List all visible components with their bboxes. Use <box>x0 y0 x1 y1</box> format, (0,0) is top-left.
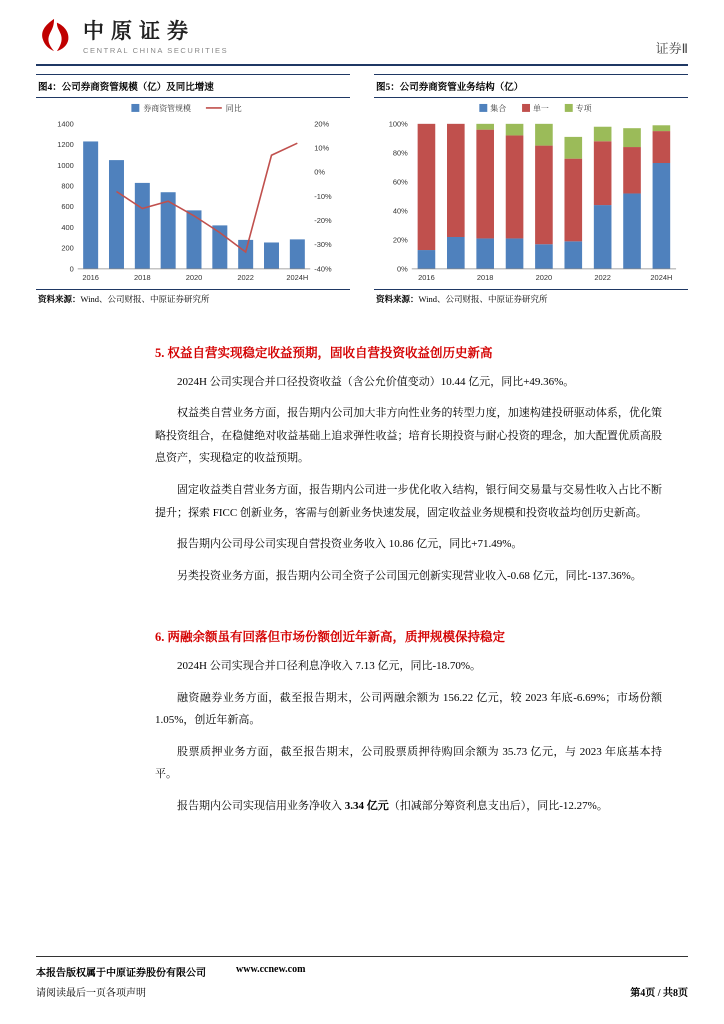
left-axis-tick: 200 <box>61 243 74 253</box>
stack-segment <box>653 125 671 131</box>
bar <box>290 239 305 269</box>
right-axis-tick: 0% <box>314 167 325 177</box>
stack-segment <box>418 250 436 269</box>
brand-name-en: CENTRAL CHINA SECURITIES <box>83 45 229 55</box>
report-body <box>155 343 662 818</box>
x-axis-tick: 2020 <box>185 272 203 282</box>
paragraph-pre: 报告期内公司实现信用业务净收入 <box>177 799 345 812</box>
x-axis-tick: 2022 <box>594 272 611 282</box>
figure-5-chart <box>374 98 688 289</box>
right-axis-tick: -20% <box>314 216 332 226</box>
bar <box>109 160 124 269</box>
stacked-bar-chart <box>374 98 688 289</box>
source-text: Wind、公司财报、中原证券研究所 <box>80 293 210 304</box>
legend-swatch <box>565 104 573 112</box>
left-axis-tick: 400 <box>61 222 74 232</box>
stack-segment <box>418 124 436 250</box>
right-axis-tick: 10% <box>314 143 330 153</box>
stack-segment <box>447 124 465 237</box>
stack-segment <box>594 205 612 269</box>
source-text: Wind、公司财报、中原证券研究所 <box>418 293 548 304</box>
y-axis-tick: 100% <box>388 119 408 129</box>
figure-4-title: 图4：公司券商资管规模（亿）及同比增速 <box>36 74 350 98</box>
legend-swatch <box>131 104 139 112</box>
x-axis-tick: 2020 <box>535 272 553 282</box>
paragraph <box>155 795 662 818</box>
footer-copyright-line <box>36 964 305 979</box>
bar <box>264 242 279 268</box>
stack-segment <box>564 137 582 159</box>
x-axis-tick: 2022 <box>237 272 254 282</box>
header <box>36 16 688 66</box>
website-link[interactable]: www.ccnew.com <box>236 964 306 975</box>
bar <box>83 141 98 268</box>
copyright-text: 本报告版权属于中原证券股份有限公司 <box>36 968 206 979</box>
paragraph: 股票质押业务方面，截至报告期末，公司股票质押待购回余额为 35.73 亿元，与 2023 年底基本持平。 <box>155 745 662 781</box>
paragraph: 报告期内公司母公司实现自营投资业务收入 10.86 亿元，同比+71.49%。 <box>177 538 523 551</box>
paragraph: 2024H 公司实现合并口径投资收益（含公允价值变动）10.44 亿元，同比+49.36%。 <box>177 375 575 388</box>
paragraph: 另类投资业务方面，报告期内公司全资子公司国元创新实现营业收入-0.68 亿元，同比-137.36%。 <box>177 569 642 582</box>
x-axis-tick: 2018 <box>476 272 494 282</box>
paragraph: 融资融券业务方面，截至报告期末，公司两融余额为 156.22 亿元，较 2023 年底-6.69%；市场份额 1.05%，创近年新高。 <box>155 691 662 727</box>
disclaimer-text: 请阅读最后一页各项声明 <box>36 988 146 999</box>
y-axis-tick: 20% <box>392 235 408 245</box>
legend-swatch <box>479 104 487 112</box>
y-axis-tick: 0% <box>397 264 408 274</box>
paragraph: 权益类自营业务方面，报告期内公司加大非方向性业务的转型力度，加速构建投研驱动体系，优化策略投资组合，在稳健绝对收益基础上追求弹性收益；培育长期投资与耐心投资的理念，加大配置优质高股息资产，实现稳定的收益预期。 <box>155 407 662 465</box>
stack-segment <box>447 237 465 269</box>
figure-4 <box>36 74 350 313</box>
right-axis-tick: -10% <box>314 191 332 201</box>
stack-segment <box>506 135 524 238</box>
bar <box>238 240 253 269</box>
x-axis-tick: 2018 <box>134 272 151 282</box>
legend-label: 单一 <box>532 103 549 113</box>
figures-row <box>36 74 688 313</box>
stack-segment <box>535 146 553 245</box>
left-axis-tick: 1000 <box>57 160 74 170</box>
right-axis-tick: -40% <box>314 264 332 274</box>
paragraph: 固定收益类自营业务方面，报告期内公司进一步优化收入结构，银行间交易量与交易性收入占比不断提升；探索 FICC 创新业务，客需与创新业务快速发展，固定收益业务规模和投资收益均创历史新高。 <box>155 483 662 519</box>
figure-5 <box>374 74 688 313</box>
stack-segment <box>506 124 524 136</box>
paragraph-post: （扣减部分筹资利息支出后），同比-12.27%。 <box>388 799 608 812</box>
x-axis-tick: 2024H <box>650 272 673 282</box>
legend-label: 券商资管规模 <box>143 103 191 113</box>
brand-name-cn: 中原证券 <box>83 19 195 44</box>
section-5 <box>155 343 662 587</box>
stack-segment <box>653 163 671 269</box>
stack-segment <box>623 193 641 268</box>
stack-segment <box>476 130 494 239</box>
stack-segment <box>535 244 553 269</box>
brand-logo-icon <box>36 16 74 59</box>
legend-swatch <box>522 104 530 112</box>
footer-left <box>36 964 305 999</box>
figure-4-source <box>36 289 350 313</box>
section-5-heading: 5. 权益自营实现稳定收益预期，固收自营投资收益创历史新高 <box>155 345 493 360</box>
x-axis-tick: 2016 <box>418 272 435 282</box>
paragraph-bold-value: 3.34 亿元 <box>344 799 389 812</box>
stack-segment <box>506 238 524 268</box>
figure-5-source <box>374 289 688 313</box>
stack-segment <box>594 127 612 142</box>
footer <box>36 956 688 999</box>
brand-text <box>83 20 228 54</box>
section-6 <box>155 627 662 817</box>
y-axis-tick: 40% <box>392 206 408 216</box>
right-axis-tick: -30% <box>314 240 332 250</box>
stack-segment <box>535 124 553 146</box>
bar <box>135 183 150 269</box>
left-axis-tick: 1200 <box>57 140 74 150</box>
page-number: 第4页 / 共8页 <box>630 988 688 999</box>
source-label: 资料来源： <box>376 293 419 304</box>
stack-segment <box>623 147 641 193</box>
stack-segment <box>476 238 494 268</box>
stack-segment <box>623 128 641 147</box>
y-axis-tick: 80% <box>392 148 408 158</box>
brand <box>36 16 228 59</box>
combo-chart <box>36 98 350 289</box>
left-axis-tick: 0 <box>69 264 74 274</box>
stack-segment <box>653 131 671 163</box>
left-axis-tick: 1400 <box>57 119 74 129</box>
figure-5-title: 图5：公司券商资管业务结构（亿） <box>374 74 688 98</box>
y-axis-tick: 60% <box>392 177 408 187</box>
x-axis-tick: 2024H <box>286 272 309 282</box>
section-6-heading: 6. 两融余额虽有回落但市场份额创近年新高，质押规模保持稳定 <box>155 630 506 645</box>
stack-segment <box>594 141 612 205</box>
legend-label: 专项 <box>575 103 592 113</box>
stack-segment <box>476 124 494 130</box>
x-axis-tick: 2016 <box>82 272 99 282</box>
stack-segment <box>564 159 582 242</box>
paragraph: 2024H 公司实现合并口径利息净收入 7.13 亿元，同比-18.70%。 <box>177 660 482 673</box>
source-label: 资料来源： <box>38 293 81 304</box>
industry-tag: 证券Ⅱ <box>655 41 688 56</box>
right-axis-tick: 20% <box>314 119 330 129</box>
stack-segment <box>564 241 582 269</box>
left-axis-tick: 800 <box>61 181 74 191</box>
figure-4-chart <box>36 98 350 289</box>
legend-label: 同比 <box>225 103 242 113</box>
legend-label: 集合 <box>490 103 507 113</box>
left-axis-tick: 600 <box>61 202 74 212</box>
